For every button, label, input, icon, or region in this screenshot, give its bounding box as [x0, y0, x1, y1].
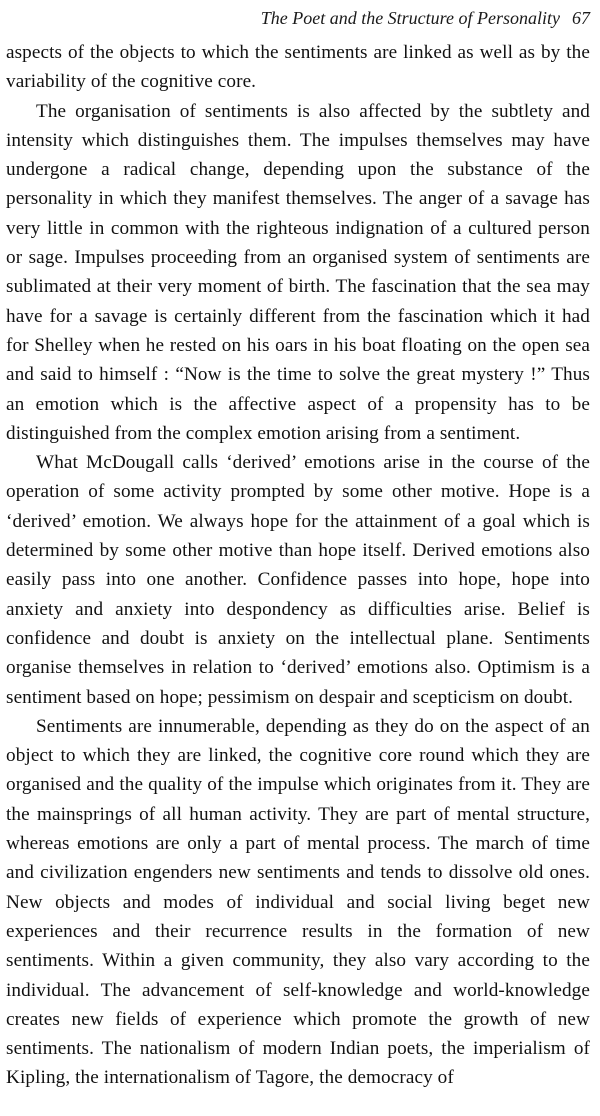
running-title: The Poet and the Structure of Personality — [260, 8, 560, 28]
paragraph-continuation: aspects of the objects to which the sentiments are linked as well as by the variability of the cognitive core. — [6, 42, 590, 93]
page-number: 67 — [572, 8, 590, 28]
body-text — [6, 38, 590, 1093]
paragraph-innumerable-sentiments: Sentiments are innumerable, depending as they do on the aspect of an object to which they are linked, the cognitive core round which they are organised and the quality of the impulse which originates from it. They are the mainsprings of all human activity. They are part of mental structure, whereas emotions are only a part of mental process. The march of time and civilization engenders new sentiments and tends to dissolve old ones. New objects and modes of individual and social living beget new experiences and their recurrence results in the formation of new sentiments. Within a given community, they also vary according to the individual. The advancement of self-knowledge and world-knowledge creates new fields of experience which promote the growth of new sentiments. The nationalism of modern Indian poets, the imperialism of Kipling, the internationalism of Tagore, the democracy of — [6, 715, 590, 1089]
paragraph-organisation-of-sentiments: The organisation of sentiments is also affected by the subtlety and intensity which distinguishes them. The impulses themselves may have undergone a radical change, depending upon the substance of the personality in which they manifest themselves. The anger of a savage has very little in common with the righteous indignation of a cultured person or sage. Impulses proceeding from an organised system of sentiments are sublimated at their very moment of birth. The fascination that the sea may have for a savage is certainly different from the fascination which it had for Shelley when he rested on his oars in his boat floating on the open sea and said to himself : “Now is the time to solve the great mystery !” Thus an emotion which is the affective aspect of a propensity has to be distinguished from the complex emotion arising from a sentiment. — [6, 100, 590, 444]
paragraph-derived-emotions: What McDougall calls ‘derived’ emotions arise in the course of the operation of some activity prompted by some other motive. Hope is a ‘derived’ emotion. We always hope for the attainment of a goal which is determined by some other motive than hope itself. Derived emotions also easily pass into one another. Confidence passes into hope, hope into anxiety and anxiety into despondency as difficulties arise. Belief is confidence and doubt is anxiety on the intellectual plane. Sentiments organise themselves in relation to ‘derived’ emotions also. Optimism is a sentiment based on hope; pessimism on despair and scepticism on doubt. — [6, 452, 590, 708]
running-header — [6, 6, 590, 38]
